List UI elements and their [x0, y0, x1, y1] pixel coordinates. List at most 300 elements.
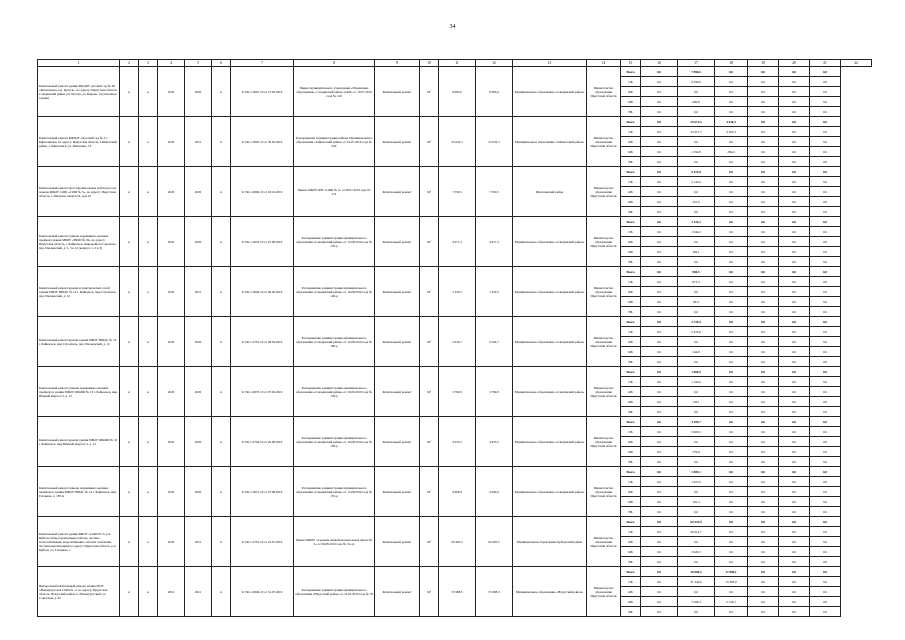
amount-cell: 0,0 — [748, 357, 779, 367]
amount-cell: 0,0 — [810, 377, 841, 387]
funding-source-cell: ОБ — [621, 427, 641, 437]
amount-cell: 0,0 — [641, 447, 678, 457]
project-field-c5: 2020 — [185, 417, 212, 467]
amount-cell: 80,3 — [678, 297, 715, 307]
amount-cell: 0,0 — [748, 97, 779, 107]
project-field-c7: 9/156-1-0049-19 от 06.06.2019 — [231, 267, 294, 317]
table-row — [38, 67, 872, 77]
funding-source-cell: ОБ — [621, 277, 641, 287]
amount-cell: 0,0 — [779, 217, 810, 227]
amount-cell: 0,0 — [715, 527, 748, 537]
column-number-cell: 10 — [420, 60, 439, 67]
project-field-c9: Капитальный ремонт — [375, 567, 420, 617]
amount-cell: 0,0 — [715, 107, 748, 117]
amount-cell: 0,0 — [810, 557, 841, 567]
amount-cell: 0,0 — [715, 427, 748, 437]
project-field-c7: 9/156-1-0020-19 от 30.05.2019 — [231, 117, 294, 167]
amount-cell: 0,0 — [810, 177, 841, 187]
project-field-c12: 1 350,5 — [476, 267, 513, 317]
project-field-c3: н — [139, 367, 158, 417]
column-number-cell: 9 — [375, 60, 420, 67]
funding-source-cell: ВБ — [621, 557, 641, 567]
amount-cell: 0,0 — [715, 217, 748, 227]
funding-source-cell: МБ — [621, 447, 641, 457]
amount-cell: 0,0 — [748, 467, 779, 477]
amount-cell: 0,0 — [779, 427, 810, 437]
project-field-c4: 2019 — [158, 567, 185, 617]
amount-cell: 0,0 — [810, 287, 841, 297]
project-field-c12: 55 988,3 — [476, 567, 513, 617]
amount-cell: 0,0 — [715, 497, 748, 507]
amount-cell: 0,0 — [810, 547, 841, 557]
amount-cell: 7 890,6 — [678, 67, 715, 77]
funding-source-cell: ФБ — [621, 587, 641, 597]
amount-cell: 0,0 — [779, 467, 810, 477]
amount-cell: 0,0 — [748, 67, 779, 77]
table-row — [38, 367, 872, 377]
project-field-c10: М² — [420, 267, 439, 317]
amount-cell: 0,0 — [748, 417, 779, 427]
amount-cell: 0,0 — [715, 517, 748, 527]
amount-cell: 0,0 — [641, 367, 678, 377]
project-field-c8: Распоряжение администрации муниципального образования «Слюдянский район» от 16.08.2019 года № 159-р — [294, 417, 375, 467]
amount-cell: 0,0 — [810, 77, 841, 87]
amount-cell: 0,0 — [641, 577, 678, 587]
amount-cell: 0,0 — [678, 107, 715, 117]
column-number-cell: 16 — [641, 60, 678, 67]
project-field-c3: к — [139, 117, 158, 167]
amount-cell: 0,0 — [678, 337, 715, 347]
amount-cell: 0,0 — [779, 97, 810, 107]
amount-cell: 0,0 — [715, 367, 748, 377]
amount-cell: 0,0 — [810, 137, 841, 147]
amount-cell: 0,0 — [748, 157, 779, 167]
project-field-c10: М² — [420, 317, 439, 367]
project-field-c9: Капитальный ремонт — [375, 317, 420, 367]
project-field-c7: 9/156-1-0791-19 от 22.07.2019 — [231, 517, 294, 567]
funding-source-cell: ФБ — [621, 387, 641, 397]
project-field-c4: 2020 — [158, 117, 185, 167]
amount-cell: 0,0 — [641, 197, 678, 207]
amount-cell: 1 809,1 — [678, 467, 715, 477]
amount-cell: 0,0 — [748, 137, 779, 147]
project-field-c6: н — [212, 417, 231, 467]
column-number-cell: 17 — [678, 60, 715, 67]
funding-source-cell: ОБ — [621, 577, 641, 587]
funding-source-cell: ФБ — [621, 237, 641, 247]
amount-cell: 0,0 — [810, 387, 841, 397]
amount-cell: 0,0 — [715, 547, 748, 557]
funding-source-cell: МБ — [621, 597, 641, 607]
amount-cell: 0,0 — [779, 287, 810, 297]
project-field-c13: Шелеховский район — [513, 167, 587, 217]
project-field-c11: 55 988,5 — [439, 567, 476, 617]
amount-cell: 0,0 — [641, 427, 678, 437]
project-field-c7: 9/156-1-0037-19 от 07.06.2019 — [231, 367, 294, 417]
amount-cell: 0,0 — [779, 187, 810, 197]
project-field-c5: 2021 — [185, 567, 212, 617]
project-field-c4: 2020 — [158, 417, 185, 467]
amount-cell: 0,0 — [715, 387, 748, 397]
project-field-c13: Муниципальное образование «Нукутский район» — [513, 567, 587, 617]
column-number-cell: 15 — [621, 60, 641, 67]
amount-cell: 0,0 — [779, 477, 810, 487]
amount-cell: 0,0 — [748, 147, 779, 157]
project-field-c13: Муниципальное образование «Слюдянский район» — [513, 467, 587, 517]
amount-cell: 284,0 — [715, 147, 748, 157]
amount-cell: 0,0 — [810, 157, 841, 167]
funding-source-cell: ВБ — [621, 157, 641, 167]
amount-cell: 0,0 — [810, 597, 841, 607]
amount-cell: 0,0 — [748, 377, 779, 387]
project-field-c13: Муниципальное образование «Слюдянский район» — [513, 217, 587, 267]
project-field-c11: 4 655,5 — [439, 417, 476, 467]
column-number-cell: 12 — [476, 60, 513, 67]
amount-cell: 0,0 — [810, 167, 841, 177]
amount-cell: 0,0 — [810, 67, 841, 77]
table-row — [38, 467, 872, 477]
table-row — [38, 417, 872, 427]
project-name-cell: Капитальный ремонт (замена деревянных оконных проёмов) здания МБОУ «НОШ № 36» по адресу: Иркутская область, г. Байкальск, микрорайон Строитель, пер. Пионерский, д. 3, 3 в 12 (корпуса 1, 2 и 3) — [38, 217, 120, 267]
amount-cell: 15 383,0 — [715, 577, 748, 587]
project-field-c3: к — [139, 267, 158, 317]
funding-source-cell: МБ — [621, 397, 641, 407]
funding-source-cell: ВБ — [621, 257, 641, 267]
amount-cell: 0,0 — [779, 277, 810, 287]
project-field-c5: 2021 — [185, 517, 212, 567]
amount-cell: 871,3 — [678, 277, 715, 287]
amount-cell: 0,0 — [779, 137, 810, 147]
project-field-c6: н — [212, 567, 231, 617]
funding-source-cell: Всего — [621, 167, 641, 177]
amount-cell: 0,0 — [779, 307, 810, 317]
project-field-c8: Приказ МБОУ «Средняя общеобразовательная школа № 3» от 06.08.2019 года № 31-од — [294, 517, 375, 567]
project-field-c4: 2020 — [158, 67, 185, 117]
amount-cell: 0,0 — [810, 127, 841, 137]
project-field-c12: 4 069,6 — [476, 467, 513, 517]
column-number-cell: 6 — [212, 60, 231, 67]
project-field-c5: 2020 — [185, 467, 212, 517]
amount-cell: 0,0 — [810, 367, 841, 377]
amount-cell: 0,0 — [678, 137, 715, 147]
amount-cell: 0,0 — [641, 177, 678, 187]
amount-cell: 0,0 — [641, 147, 678, 157]
amount-cell: 3 629,3 — [678, 547, 715, 557]
table-row — [38, 517, 872, 527]
funding-source-cell: Всего — [621, 317, 641, 327]
amount-cell: 0,0 — [779, 317, 810, 327]
project-field-c9: Капитальный ремонт — [375, 417, 420, 467]
project-field-c3: н — [139, 167, 158, 217]
table-row — [38, 317, 872, 327]
amount-cell: 181,3 — [678, 497, 715, 507]
column-number-cell: 20 — [779, 60, 810, 67]
funding-source-cell: МБ — [621, 547, 641, 557]
funding-source-cell: Всего — [621, 367, 641, 377]
amount-cell: 0,0 — [779, 577, 810, 587]
amount-cell: 0,0 — [715, 307, 748, 317]
amount-cell: 0,0 — [715, 137, 748, 147]
amount-cell: 0,0 — [810, 537, 841, 547]
amount-cell: 0,0 — [641, 507, 678, 517]
amount-cell: 0,0 — [779, 507, 810, 517]
amount-cell: 0,0 — [715, 347, 748, 357]
project-field-c7: 9/156-1-0052-19 от 07.08.2019 — [231, 217, 294, 267]
project-field-c5: 2020 — [185, 67, 212, 117]
funding-source-cell: ФБ — [621, 287, 641, 297]
amount-cell: 0,0 — [748, 187, 779, 197]
project-field-c11: 60 495,5 — [439, 517, 476, 567]
amount-cell: 0,0 — [641, 377, 678, 387]
amount-cell: 0,0 — [641, 227, 678, 237]
funding-source-cell: Всего — [621, 217, 641, 227]
project-field-c9: Капитальный ремонт — [375, 467, 420, 517]
amount-cell: 0,0 — [641, 387, 678, 397]
amount-cell: 0,0 — [748, 227, 779, 237]
project-field-c14: Министерство образования Иркутской области — [587, 517, 621, 567]
funding-source-cell: ФБ — [621, 537, 641, 547]
funding-source-cell: Всего — [621, 567, 641, 577]
amount-cell: 0,0 — [715, 157, 748, 167]
amount-cell: 0,0 — [748, 397, 779, 407]
project-field-c5: 2020 — [185, 367, 212, 417]
project-field-c13: Муниципальное образование «Слюдянский район» — [513, 317, 587, 367]
amount-cell: 331,9 — [678, 197, 715, 207]
funding-source-cell: ОБ — [621, 77, 641, 87]
amount-cell: 0,0 — [641, 267, 678, 277]
project-field-c10: М² — [420, 517, 439, 567]
amount-cell: 0,0 — [715, 197, 748, 207]
project-field-c4: 2020 — [158, 467, 185, 517]
amount-cell: 0,0 — [715, 467, 748, 477]
amount-cell: 0,0 — [810, 97, 841, 107]
project-field-c14: Министерство образования Иркутской области — [587, 67, 621, 117]
project-field-c6: н — [212, 517, 231, 567]
amount-cell: 0,0 — [641, 67, 678, 77]
amount-cell: 0,0 — [810, 517, 841, 527]
amount-cell: 0,0 — [715, 457, 748, 467]
amount-cell: 0,0 — [641, 77, 678, 87]
amount-cell: 0,0 — [779, 387, 810, 397]
amount-cell: 0,0 — [748, 567, 779, 577]
project-field-c12: 9 083,6 — [476, 67, 513, 117]
project-field-c13: Муниципальное образование Куйтунский район — [513, 517, 587, 567]
project-field-c9: Капитальный ремонт — [375, 117, 420, 167]
table-row — [38, 567, 872, 577]
amount-cell: 0,0 — [810, 527, 841, 537]
amount-cell: 0,0 — [748, 437, 779, 447]
project-field-c10: М² — [420, 567, 439, 617]
amount-cell: 5 475,8 — [678, 167, 715, 177]
amount-cell: 0,0 — [748, 527, 779, 537]
amount-cell: 0,0 — [715, 377, 748, 387]
project-field-c9: Капитальный ремонт — [375, 517, 420, 567]
amount-cell: 0,0 — [810, 397, 841, 407]
project-field-c5: 2020 — [185, 217, 212, 267]
project-field-c5: 2021 — [185, 117, 212, 167]
amount-cell: 0,0 — [810, 257, 841, 267]
amount-cell: 0,0 — [748, 547, 779, 557]
amount-cell: 0,0 — [810, 417, 841, 427]
project-field-c12: 25 632,5 — [476, 117, 513, 167]
project-field-c11: 2 619,7 — [439, 317, 476, 367]
funding-source-cell: ОБ — [621, 227, 641, 237]
amount-cell: 0,0 — [641, 407, 678, 417]
amount-cell: 0,0 — [779, 227, 810, 237]
amount-cell: 0,0 — [779, 207, 810, 217]
amount-cell: 0,0 — [748, 517, 779, 527]
amount-cell: 0,0 — [641, 597, 678, 607]
funding-source-cell: ОБ — [621, 527, 641, 537]
funding-source-cell: ВБ — [621, 607, 641, 617]
funding-source-cell: МБ — [621, 497, 641, 507]
page-number: 34 — [449, 24, 456, 30]
project-field-c12: 60 495,5 — [476, 517, 513, 567]
funding-source-cell: ВБ — [621, 207, 641, 217]
amount-cell: 1 060,9 — [678, 367, 715, 377]
project-field-c2: н — [120, 267, 139, 317]
amount-cell: 0,0 — [748, 327, 779, 337]
amount-cell: 0,0 — [641, 497, 678, 507]
amount-cell: 0,0 — [715, 257, 748, 267]
amount-cell: 0,0 — [678, 487, 715, 497]
project-field-c11: 1 350,5 — [439, 267, 476, 317]
amount-cell: 0,0 — [779, 147, 810, 157]
amount-cell: 0,0 — [715, 477, 748, 487]
funding-source-cell: МБ — [621, 347, 641, 357]
funding-source-cell: Всего — [621, 517, 641, 527]
column-number-cell: 14 — [587, 60, 621, 67]
project-field-c10: М² — [420, 367, 439, 417]
amount-cell: 0,0 — [810, 87, 841, 97]
amount-cell: 0,0 — [678, 507, 715, 517]
amount-cell: 0,0 — [715, 397, 748, 407]
amount-cell: 0,0 — [810, 347, 841, 357]
amount-cell: 0,0 — [748, 557, 779, 567]
amount-cell: 1 354,8 — [678, 147, 715, 157]
amount-cell: 0,0 — [715, 247, 748, 257]
amount-cell: 0,0 — [779, 357, 810, 367]
project-field-c5: 2021 — [185, 267, 212, 317]
amount-cell: 0,0 — [641, 157, 678, 167]
project-field-c14: Министерство образования Иркутской области — [587, 317, 621, 367]
amount-cell: 0,0 — [715, 407, 748, 417]
amount-cell: 0,0 — [810, 277, 841, 287]
amount-cell: 0,0 — [810, 237, 841, 247]
amount-cell: 0,0 — [715, 317, 748, 327]
amount-cell: 0,0 — [678, 357, 715, 367]
project-field-c14: Министерство образования Иркутской области — [587, 367, 621, 417]
funding-source-cell: Всего — [621, 417, 641, 427]
project-field-c11: 25 632,5 — [439, 117, 476, 167]
amount-cell: 0,0 — [748, 117, 779, 127]
amount-cell: 0,0 — [810, 117, 841, 127]
amount-cell: 0,0 — [810, 437, 841, 447]
amount-cell: 0,0 — [810, 577, 841, 587]
project-field-c12: 4 971,3 — [476, 217, 513, 267]
amount-cell: 0,0 — [779, 417, 810, 427]
amount-cell: 0,0 — [678, 187, 715, 197]
amount-cell: 0,0 — [810, 357, 841, 367]
amount-cell: 0,0 — [779, 597, 810, 607]
project-field-c6: н — [212, 317, 231, 367]
amount-cell: 0,0 — [748, 247, 779, 257]
amount-cell: 0,0 — [748, 597, 779, 607]
amount-cell: 0,0 — [779, 377, 810, 387]
amount-cell: 0,0 — [748, 447, 779, 457]
funding-source-cell: ВБ — [621, 407, 641, 417]
amount-cell: 0,0 — [678, 387, 715, 397]
project-name-cell: Капитальный ремонт здания МБОУ «СОШ № 3» р.п. Куйтун (общестроительные работы, система теплоснабжения, водоснабжения, система отопления, система канализации) по адресу: Иркутская область, р.п. Куйтун, ул. Гагарина, 1 — [38, 517, 120, 567]
amount-cell: 0,0 — [779, 407, 810, 417]
project-field-c5: 2020 — [185, 317, 212, 367]
column-number-cell: 4 — [158, 60, 185, 67]
amount-cell: 0,0 — [678, 587, 715, 597]
funding-source-cell: ФБ — [621, 337, 641, 347]
project-field-c10: М² — [420, 217, 439, 267]
amount-cell: 0,0 — [810, 607, 841, 617]
project-field-c2: н — [120, 217, 139, 267]
amount-cell: 0,0 — [715, 277, 748, 287]
amount-cell: 4 646,3 — [715, 117, 748, 127]
amount-cell: 0,0 — [810, 217, 841, 227]
amount-cell: 0,0 — [810, 317, 841, 327]
amount-cell: 25 672,5 — [678, 117, 715, 127]
project-field-c8: Распоряжение администрации муниципального образования «Слюдянский район» от 15.08.2019 года № 176-р — [294, 217, 375, 267]
amount-cell: 0,0 — [748, 307, 779, 317]
amount-cell: 0,0 — [715, 557, 748, 567]
project-field-c14: Министерство образования Иркутской области — [587, 267, 621, 317]
project-field-c8: Приказ МКОУ ШР «СОШ № 5» от 08.07.2019 года № 272 — [294, 167, 375, 217]
project-field-c4: 2020 — [158, 517, 185, 567]
table-row — [38, 117, 872, 127]
project-field-c8: Распоряжение администрации муниципального образования «Слюдянский район» от 20.06.2019 года № 159-р — [294, 367, 375, 417]
amount-cell: 0,0 — [748, 607, 779, 617]
column-number-cell: 11 — [439, 60, 476, 67]
project-field-c12: 7 350,5 — [476, 167, 513, 217]
project-field-c2: н — [120, 317, 139, 367]
amount-cell: 0,0 — [641, 607, 678, 617]
amount-cell: 0,0 — [748, 257, 779, 267]
amount-cell: 0,0 — [715, 67, 748, 77]
amount-cell: 2 124,2 — [678, 217, 715, 227]
amount-cell: 0,0 — [779, 267, 810, 277]
amount-cell: 0,0 — [779, 517, 810, 527]
amount-cell: 0,0 — [810, 107, 841, 117]
column-number-cell: 5 — [185, 60, 212, 67]
amount-cell: 0,0 — [678, 537, 715, 547]
amount-cell: 38 906,2 — [678, 567, 715, 577]
funding-source-cell: ФБ — [621, 87, 641, 97]
project-field-c3: н — [139, 417, 158, 467]
amount-cell: 0,0 — [715, 237, 748, 247]
amount-cell: 0,0 — [678, 557, 715, 567]
column-number-cell: 18 — [715, 60, 748, 67]
amount-cell: 0,0 — [641, 257, 678, 267]
project-field-c12: 4 655,5 — [476, 417, 513, 467]
project-name-cell: Капитальный ремонт (замена деревянных оконных проёмов) в здании МБОУ ШКОШ № 10 г. Байкальск, мкр Южный квартал 3, д. 13 — [38, 367, 120, 417]
amount-cell: 0,0 — [779, 87, 810, 97]
amount-cell: 7 569,3 — [678, 597, 715, 607]
amount-cell: 0,0 — [641, 337, 678, 347]
amount-cell: 0,0 — [779, 257, 810, 267]
amount-cell: 2 479,6 — [678, 327, 715, 337]
project-field-c11: 4 069,8 — [439, 467, 476, 517]
project-field-c9: Капитальный ремонт — [375, 267, 420, 317]
funding-source-cell: ФБ — [621, 187, 641, 197]
amount-cell: 0,0 — [641, 517, 678, 527]
funding-source-cell: Всего — [621, 67, 641, 77]
